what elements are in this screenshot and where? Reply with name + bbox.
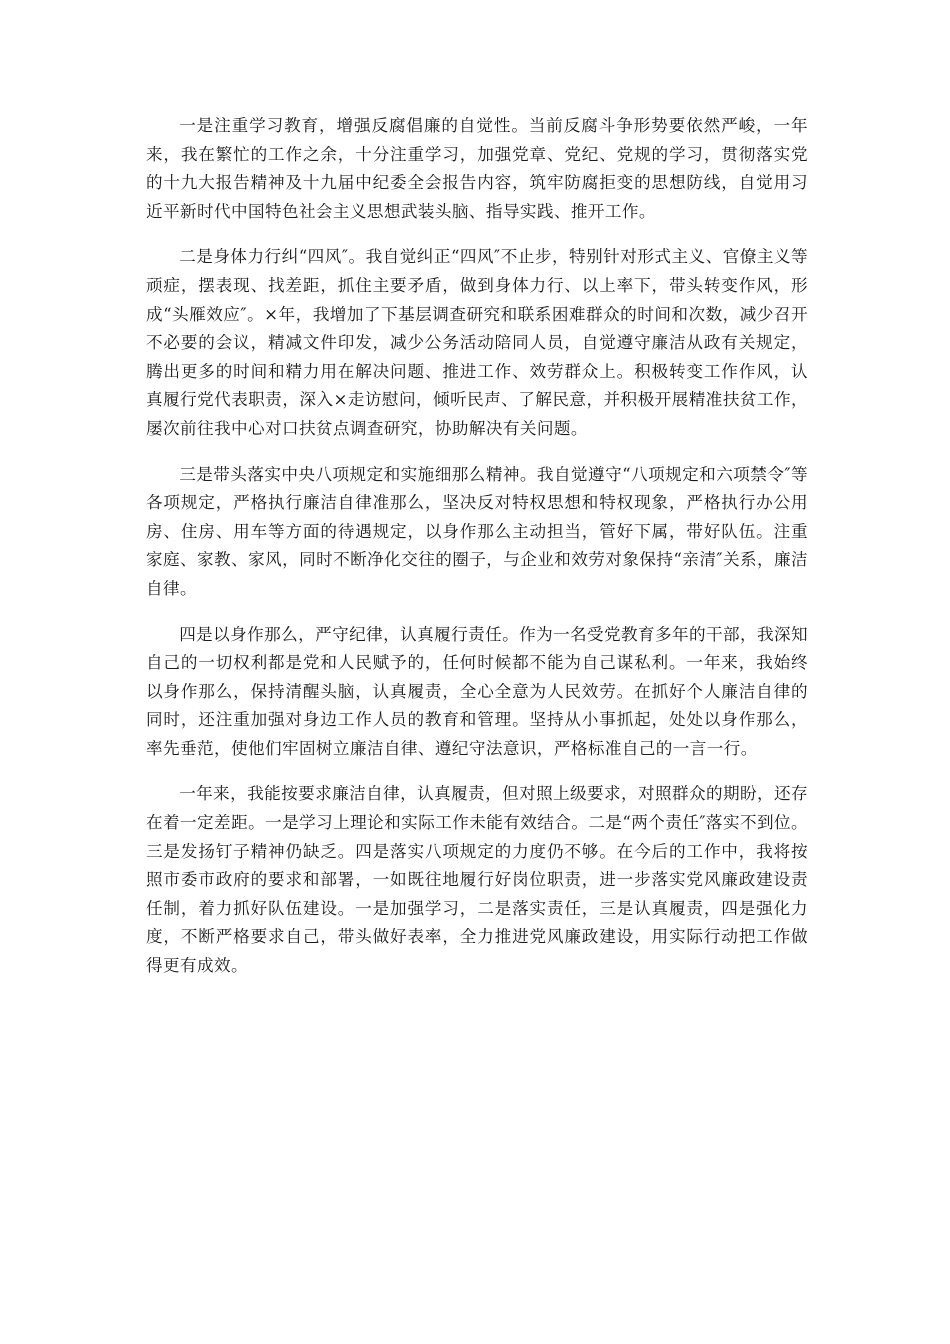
paragraph-study-education: 一是注重学习教育，增强反腐倡廉的自觉性。当前反腐斗争形势要依然严峻，一年来，我在繁忙的工作之余，十分注重学习，加强党章、党纪、党规的学习，贯彻落实党的十九大报告精神及十九届中纪委全会报告内容，筑牢防腐拒变的思想防线，自觉用习近平新时代中国特色社会主义思想武装头脑、指导实践、推开工作。	[146, 116, 808, 221]
paragraph-four-winds: 二是身体力行纠“四风″。我自觉纠正“四风″不止步，特别针对形式主义、官僚主义等顽症，摆表现、找差距，抓住主要矛盾，做到身体力行、以上率下，带头转变作风，形成“头雁效应″。×年，我增加了下基层调查研究和联系困难群众的时间和次数，减少召开不必要的会议，精减文件印发，减少公务活动陪同人员，自觉遵守廉洁从政有关规定，腾出更多的时间和精力用在解决问题、推进工作、效劳群众上。积极转变工作作风，认真履行党代表职责，深入×走访慰问，倾听民声、了解民意，并积极开展精准扶贫工作，屡次前往我中心对口扶贫点调查研究，协助解决有关问题。	[146, 247, 808, 438]
document-body	[146, 112, 808, 998]
paragraph-discipline: 四是以身作那么，严守纪律，认真履行责任。作为一名受党教育多年的干部，我深知自己的一切权利都是党和人民赋予的，任何时候都不能为自己谋私利。一年来，我始终以身作那么，保持清醒头脑，认真履责，全心全意为人民效劳。在抓好个人廉洁自律的同时，还注重加强对身边工作人员的教育和管理。坚持从小事抓起，处处以身作那么，率先垂范，使他们牢固树立廉洁自律、遵纪守法意识，严格标准自己的一言一行。	[146, 624, 808, 758]
paragraph-eight-regulations: 三是带头落实中央八项规定和实施细那么精神。我自觉遵守“八项规定和六项禁令″等各项规定，严格执行廉洁自律准那么，坚决反对特权思想和特权现象，严格执行办公用房、住房、用车等方面的待遇规定，以身作那么主动担当，管好下属，带好队伍。注重家庭、家教、家风，同时不断净化交往的圈子，与企业和效劳对象保持“亲清″关系，廉洁自律。	[146, 464, 808, 598]
paragraph-summary: 一年来，我能按要求廉洁自律，认真履责，但对照上级要求，对照群众的期盼，还存在着一定差距。一是学习上理论和实际工作未能有效结合。二是“两个责任″落实不到位。三是发扬钉子精神仍缺乏。四是落实八项规定的力度仍不够。在今后的工作中，我将按照市委市政府的要求和部署，一如既往地履行好岗位职责，进一步落实党风廉政建设责任制，着力抓好队伍建设。一是加强学习，二是落实责任，三是认真履责，四是强化力度，不断严格要求自己，带头做好表率，全力推进党风廉政建设，用实际行动把工作做得更有成效。	[146, 784, 808, 976]
